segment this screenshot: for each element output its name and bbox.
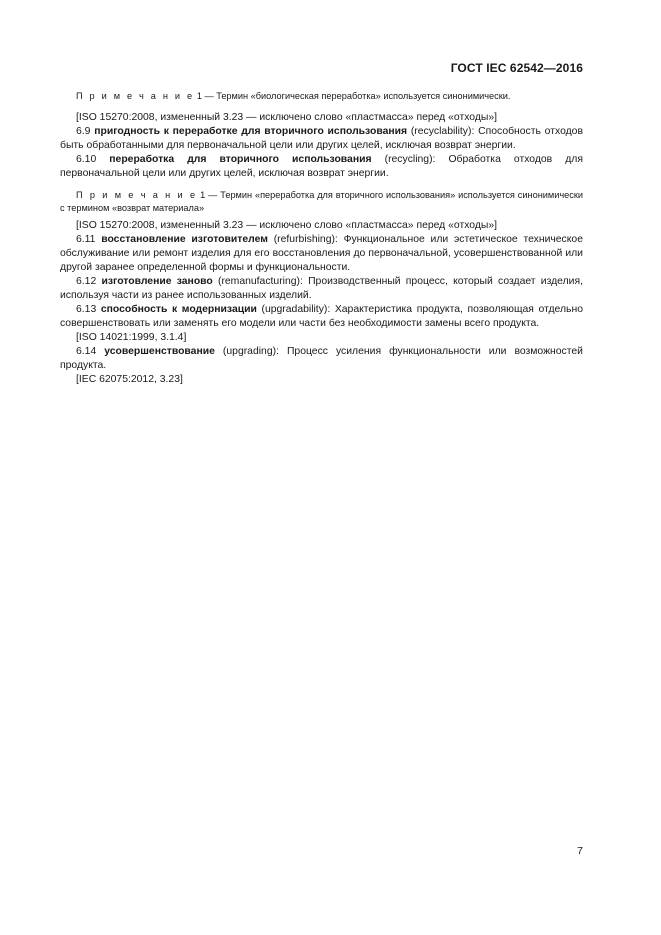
term: изготовление заново xyxy=(101,276,213,287)
reference-3: [ISO 14021:1999, 3.1.4] xyxy=(76,332,187,343)
note-1 xyxy=(60,90,583,103)
note-label: П р и м е ч а н и е xyxy=(76,91,195,101)
clause-number: 6.13 xyxy=(76,304,101,315)
page-number: 7 xyxy=(577,845,583,857)
clause-number: 6.11 xyxy=(76,234,102,245)
definition-6-11 xyxy=(60,233,583,275)
note-text: 1 — Термин «биологическая переработка» используется синонимически. xyxy=(194,91,511,101)
note-2 xyxy=(60,189,583,215)
term: пригодность к переработке для вторичного использования xyxy=(94,126,408,137)
note-text: 1 — Термин «переработка для вторичного использования» используется синонимически с термином «возврат материала» xyxy=(60,190,583,213)
document-id: ГОСТ IEC 62542—2016 xyxy=(450,61,583,75)
term: усовершенствование xyxy=(104,346,215,357)
term: восстановление изготовителем xyxy=(101,234,268,245)
definition-text: (remanufacturing): Производственный процесс, который создает изделия, используя части из ранее использованных изделий. xyxy=(60,276,583,301)
reference-1: [ISO 15270:2008, измененный 3.23 — исключено слово «пластмасса» перед «отходы»] xyxy=(76,112,498,123)
definition-6-10 xyxy=(60,153,583,181)
definition-text: (upgrading): Процесс усиления функциональности или возможностей продукта. xyxy=(60,346,583,371)
note-label: П р и м е ч а н и е xyxy=(76,190,198,200)
clause-number: 6.9 xyxy=(76,126,95,137)
definition-text: (recycling): Обработка отходов для первоначальной цели или других целей, исключая возврат энергии. xyxy=(60,154,583,179)
definition-6-9 xyxy=(60,125,583,153)
clause-number: 6.10 xyxy=(76,154,110,165)
definition-text: (refurbishing): Функциональное или эстетическое техническое обслуживание или ремонт изделия для его восстановления до первоначальной, усовершенствованной или другой заранее определенной формы и функциональности. xyxy=(60,234,583,273)
definition-text: (upgradability): Характеристика продукта, позволяющая отдельно совершенствовать или заменять его модели или части без необходимости замены всего продукта. xyxy=(60,304,583,329)
clause-number: 6.12 xyxy=(76,276,102,287)
definition-6-14 xyxy=(60,345,583,373)
term: переработка для вторичного использования xyxy=(109,154,372,165)
page-body xyxy=(60,90,583,387)
term: способность к модернизации xyxy=(100,304,257,315)
reference-4: [IEC 62075:2012, 3.23] xyxy=(76,374,183,385)
definition-6-13 xyxy=(60,303,583,331)
definition-6-12 xyxy=(60,275,583,303)
reference-2: [ISO 15270:2008, измененный 3.23 — исключено слово «пластмасса» перед «отходы»] xyxy=(76,220,498,231)
clause-number: 6.14 xyxy=(76,346,105,357)
definition-text: (recyclability): Способность отходов быть обработанными для первоначальной цели или других целей, исключая возврат энергии. xyxy=(60,126,583,151)
